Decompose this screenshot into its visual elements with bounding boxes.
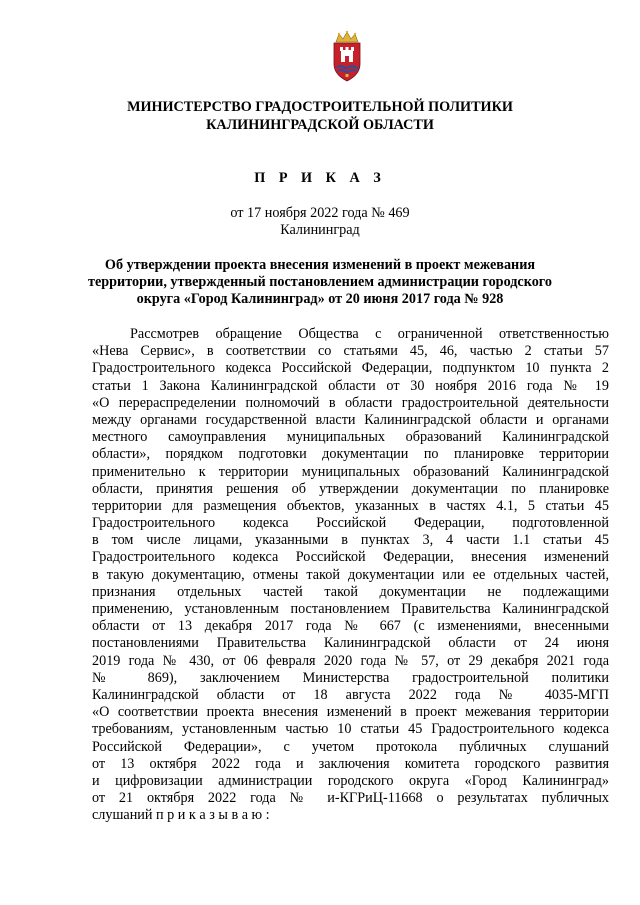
body-line: Рассмотрев обращение Общества с ограниченной ответственностью [130,326,609,342]
body-line: применению, установленным постановлением Правительства Калининградской [92,601,609,617]
body-line: «О соответствии проекта внесения изменений в проект межевания территории [92,704,609,721]
subject-line: территории, утвержденный постановлением администрации городского [87,274,552,290]
body-line: от 13 октября 2022 года и заключения комитета городского развития [92,755,609,772]
body-line: применительно к территории муниципальных образований Калининградской [92,463,609,480]
body-line: Градостроительного кодекса Российской Федерации, подготовленной [92,515,609,532]
ministry-name-line1: МИНИСТЕРСТВО ГРАДОСТРОИТЕЛЬНОЙ ПОЛИТИКИ [127,99,513,115]
body-line: 2019 года № 430, от 06 февраля 2020 года № 57, от 29 декабря 2021 года [92,652,609,669]
body-line: области, принятия решения об утверждении документации по планировке [92,480,609,497]
body-line: «Нева Сервис», в соответствии со статьями 45, 46, частью 2 статьи 57 [92,343,609,360]
coat-of-arms-icon [330,30,364,82]
body-line: между органами государственной власти Калининградской области и органами [92,411,609,428]
body-line: в такую документацию, отмены такой документации или ее отдельных частей, [92,566,609,583]
body-line: Российской Федерации», с учетом протокола публичных слушаний [92,738,609,755]
body-line: области», порядком подготовки документации по планировке территории [92,446,609,463]
body-line: в том числе лицами, указанными в пунктах 3, 4 части 1.1 статьи 45 [92,532,609,549]
order-meta [0,205,640,239]
subject-line: Об утверждении проекта внесения изменений в проект межевания [104,257,536,273]
order-title: П Р И К А З [254,170,386,186]
ministry-name-line2: КАЛИНИНГРАДСКОЙ ОБЛАСТИ [206,117,434,133]
body-line: слушаний п р и к а з ы в а ю : [92,807,270,824]
order-body [92,326,609,824]
body-line: и цифровизации администрации городского округа «Город Калининград» [92,772,609,789]
body-line: местного самоуправления муниципальных образований Калининградской [92,429,609,446]
subject-line: округа «Город Калининград» от 20 июня 2017 года № 928 [136,291,504,307]
order-city: Калининград [280,222,360,238]
body-line: «О перераспределении полномочий в области градостроительной деятельности [92,394,609,411]
body-line: признания отдельных частей такой документации не подлежащими [92,583,609,600]
body-line: постановлениями Правительства Калининградской области от 24 июня [92,635,609,652]
body-line: Градостроительного кодекса Российской Федерации, подпунктом 10 пункта 2 [92,360,609,377]
ministry-header [0,98,640,134]
body-line: от 21 октября 2022 года № и-КГРиЦ-11668 о результатах публичных [92,790,609,807]
order-subject [0,257,640,308]
body-line: области от 13 декабря 2017 года № 667 (с изменениями, внесенными [92,618,609,635]
body-line: Градостроительного кодекса Российской Федерации, внесения изменений [92,549,609,566]
order-date-number: от 17 ноября 2022 года № 469 [230,205,410,221]
body-line: № 869), заключением Министерства градостроительной политики [92,669,609,686]
body-line: территории для размещения объектов, указанных в частях 4.1, 5 статьи 45 [92,497,609,514]
body-line: требованиям, установленным частью 10 статьи 45 Градостроительного кодекса [92,721,609,738]
body-line: Калининградской области от 18 августа 2022 года № 4035-МГП [92,686,609,703]
body-line: статьи 1 Закона Калининградской области от 30 ноября 2016 года № 19 [92,377,609,394]
